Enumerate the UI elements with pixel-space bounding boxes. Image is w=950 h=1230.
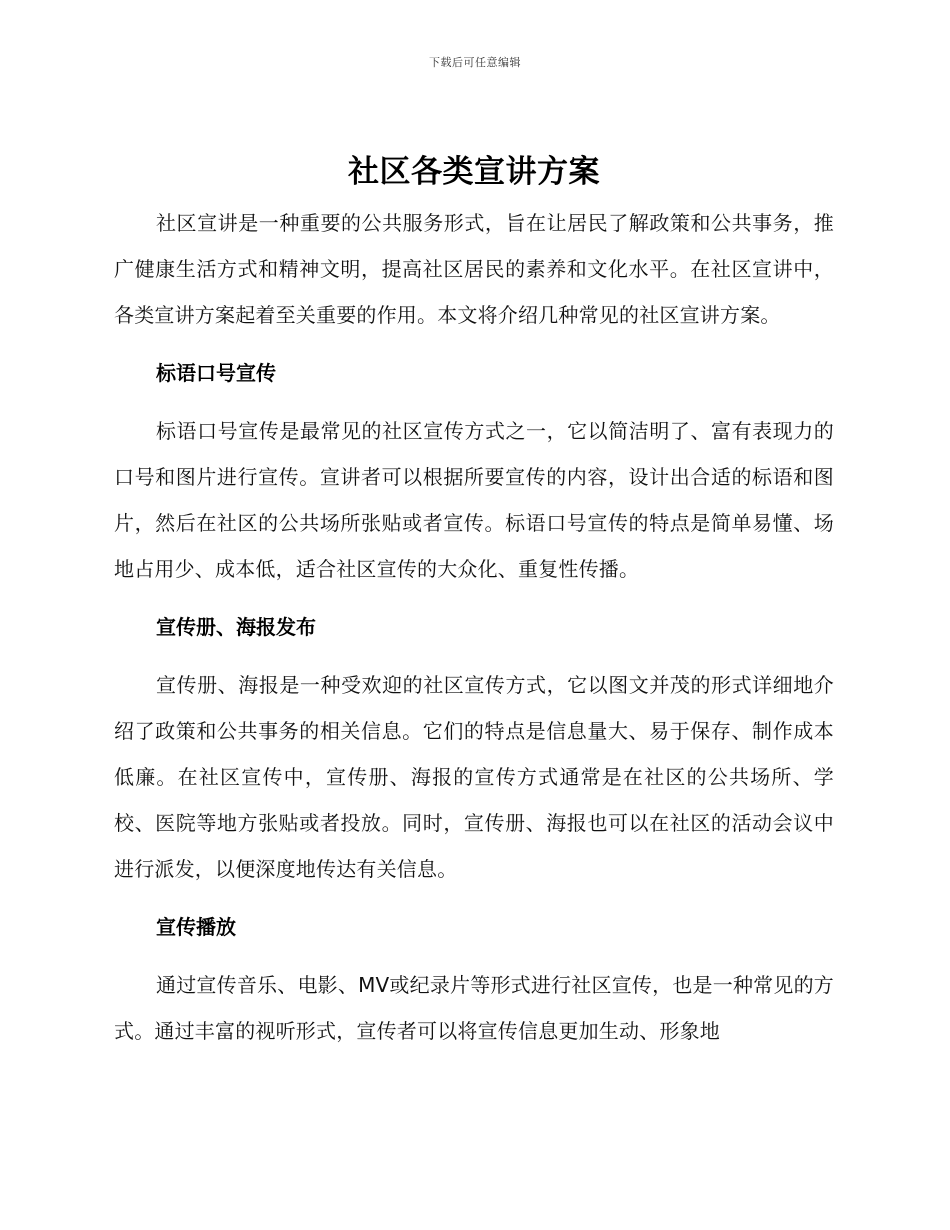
section-heading-broadcast: 宣传播放: [156, 915, 236, 939]
document-title: 社区各类宣讲方案: [348, 154, 600, 190]
section-paragraph-slogan: 标语口号宣传是最常见的社区宣传方式之一，它以简洁明了、富有表现力的口号和图片进行宣传。宣讲者可以根据所要宣传的内容，设计出合适的标语和图片，然后在社区的公共场所张贴或者宣传。标语口号宣传的特点是简单易懂、场地占用少、成本低，适合社区宣传的大众化、重复性传播。: [114, 419, 834, 581]
section-paragraph-broadcast: 通过宣传音乐、电影、MV或纪录片等形式进行社区宣传，也是一种常见的方式。通过丰富的视听形式，宣传者可以将宣传信息更加生动、形象地: [114, 973, 834, 1043]
document-body: [114, 148, 834, 1054]
page-header-note: 下载后可任意编辑: [429, 56, 521, 69]
section-heading-slogan: 标语口号宣传: [156, 361, 276, 385]
section-paragraph-brochure: 宣传册、海报是一种受欢迎的社区宣传方式，它以图文并茂的形式详细地介绍了政策和公共事务的相关信息。它们的特点是信息量大、易于保存、制作成本低廉。在社区宣传中，宣传册、海报的宣传方式通常是在社区的公共场所、学校、医院等地方张贴或者投放。同时，宣传册、海报也可以在社区的活动会议中进行派发，以便深度地传达有关信息。: [114, 673, 834, 881]
intro-paragraph: 社区宣讲是一种重要的公共服务形式，旨在让居民了解政策和公共事务，推广健康生活方式和精神文明，提高社区居民的素养和文化水平。在社区宣讲中，各类宣讲方案起着至关重要的作用。本文将介绍几种常见的社区宣讲方案。: [114, 211, 834, 327]
section-heading-brochure: 宣传册、海报发布: [156, 615, 316, 639]
